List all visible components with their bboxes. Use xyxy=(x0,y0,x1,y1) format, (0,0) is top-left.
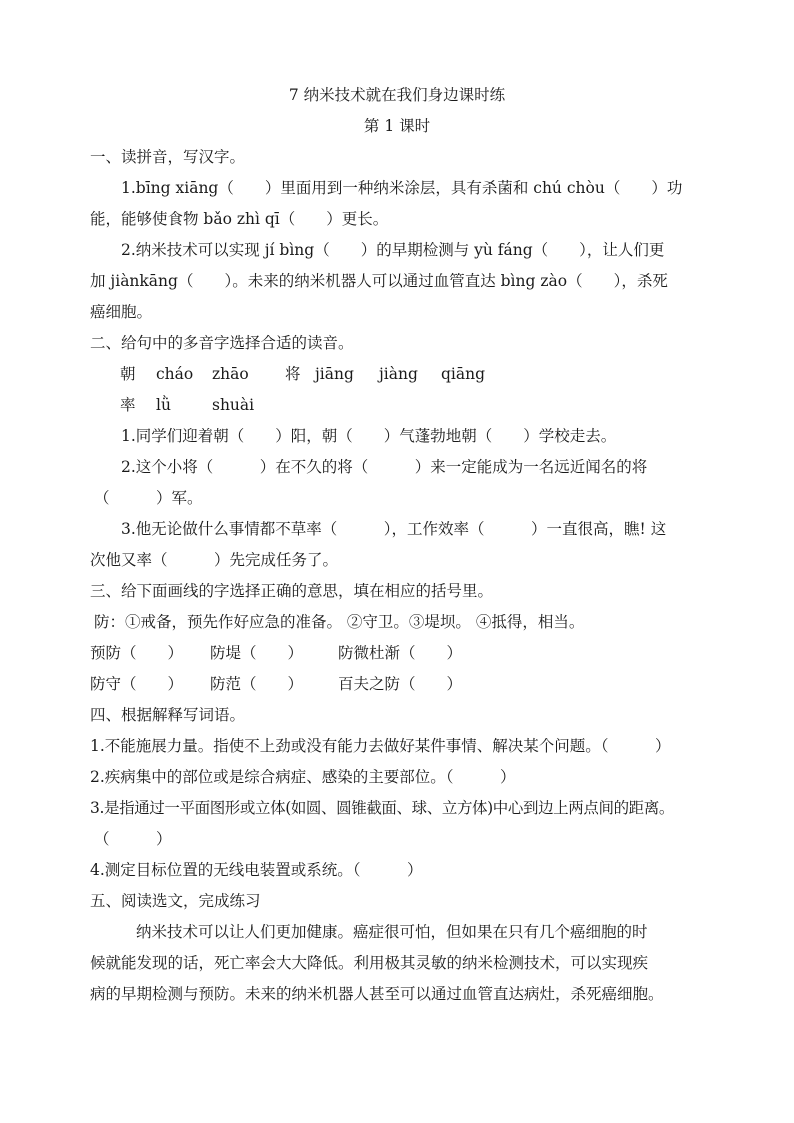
word-item: 防守（ ） xyxy=(90,675,184,693)
section4-q3-line2: （ ） xyxy=(94,830,172,848)
worksheet-body xyxy=(90,142,706,1010)
section1-q2-line2: 加 jiànkāng（ ）。未来的纳米机器人可以通过血管直达 bìng zào（ ），杀死 xyxy=(90,272,668,290)
section-heading-3: 三、给下面画线的字选择正确的意思，填在相应的括号里。 xyxy=(90,582,494,600)
pinyin-option: shuài xyxy=(212,396,255,414)
word-item: 百夫之防（ ） xyxy=(338,675,463,693)
section4-q1: 1.不能施展力量。指使不上劲或没有能力去做好某件事情、解决某个问题。（ ） xyxy=(90,737,671,755)
polyphone-options-row1 xyxy=(90,359,706,390)
page-subtitle: 第 1 课时 xyxy=(363,117,431,135)
word-row-1 xyxy=(90,638,706,669)
passage-line-2: 候就能发现的话，死亡率会大大降低。利用极其灵敏的纳米检测技术，可以实现疾 xyxy=(90,954,649,972)
polyphone-char: 将 xyxy=(285,365,301,383)
pinyin-option: zhāo xyxy=(212,365,249,383)
word-item: 防堤（ ） xyxy=(210,644,304,662)
section-heading-1: 一、读拼音，写汉字。 xyxy=(90,148,246,166)
section1-q2-line3: 癌细胞。 xyxy=(90,303,153,321)
section1-q2-line1: 2.纳米技术可以实现 jí bìng（ ）的早期检测与 yù fáng（ ），让人们更 xyxy=(121,241,665,259)
section1-q1-line1: 1.bīng xiāng（ ）里面用到一种纳米涂层，具有杀菌和 chú chòu（ ）功 xyxy=(121,179,683,197)
passage-line-1: 纳米技术可以让人们更加健康。癌症很可怕，但如果在只有几个癌细胞的时 xyxy=(136,923,648,941)
pinyin-option: cháo xyxy=(156,365,194,383)
page-title: 7 纳米技术就在我们身边课时练 xyxy=(288,86,506,104)
word-item: 防范（ ） xyxy=(210,675,304,693)
polyphone-char: 朝 xyxy=(120,365,136,383)
section1-q1-line2: 能，能够使食物 bǎo zhì qī（ ）更长。 xyxy=(90,210,389,228)
pinyin-option: jiāng xyxy=(315,365,354,383)
section-heading-2: 二、给句中的多音字选择合适的读音。 xyxy=(90,334,354,352)
polyphone-char: 率 xyxy=(120,396,136,414)
section4-q4: 4.测定目标位置的无线电装置或系统。（ ） xyxy=(90,861,423,879)
section4-q3-line1: 3.是指通过一平面图形或立体(如圆、圆锥截面、球、立方体)中心到边上两点间的距离。 xyxy=(90,799,674,817)
word-item: 预防（ ） xyxy=(90,644,184,662)
polyphone-options-row2 xyxy=(90,390,706,421)
passage-line-3: 病的早期检测与预防。未来的纳米机器人甚至可以通过血管直达病灶，杀死癌细胞。 xyxy=(90,985,664,1003)
section2-q3-line2: 次他又率（ ）先完成任务了。 xyxy=(90,551,339,569)
section2-q2-line1: 2.这个小将（ ）在不久的将（ ）来一定能成为一名远近闻名的将 xyxy=(121,458,648,476)
pinyin-option: jiàng xyxy=(379,365,418,383)
fang-definitions: 防：①戒备，预先作好应急的准备。 ②守卫。③堤坝。 ④抵得，相当。 xyxy=(94,613,585,631)
section-heading-5: 五、阅读选文，完成练习 xyxy=(90,892,261,910)
section2-q1: 1.同学们迎着朝（ ）阳，朝（ ）气蓬勃地朝（ ）学校走去。 xyxy=(121,427,617,445)
section-heading-4: 四、根据解释写词语。 xyxy=(90,706,246,724)
section4-q2: 2.疾病集中的部位或是综合病症、感染的主要部位。（ ） xyxy=(90,768,516,786)
word-item: 防微杜渐（ ） xyxy=(338,644,463,662)
pinyin-option: lǜ xyxy=(156,396,171,414)
word-row-2 xyxy=(90,669,706,700)
section2-q2-line2: （ ）军。 xyxy=(94,489,203,507)
section2-q3-line1: 3.他无论做什么事情都不草率（ ），工作效率（ ）一直很高，瞧! 这 xyxy=(121,520,667,538)
pinyin-option: qiāng xyxy=(441,365,486,383)
